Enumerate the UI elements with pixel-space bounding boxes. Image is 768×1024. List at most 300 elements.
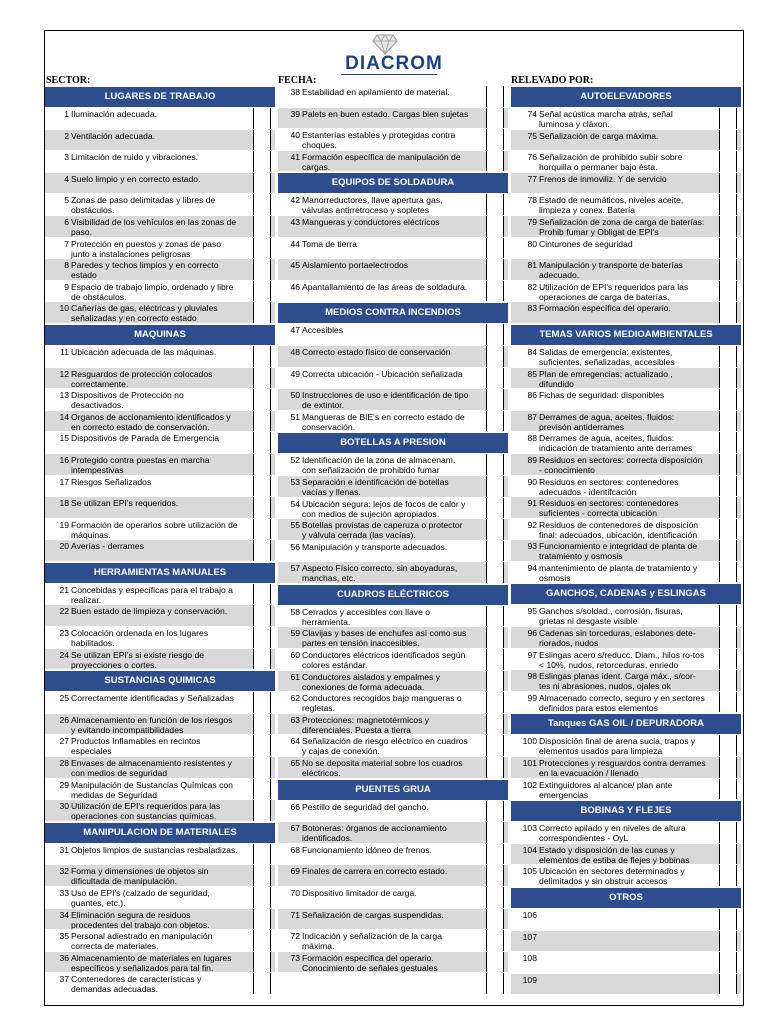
- item-number: 31: [59, 844, 69, 855]
- item-text: Objetos limpios de sustancias resbaladizas.: [71, 844, 238, 855]
- item-text: Paredes y techos limpios y en correcto estado: [71, 260, 219, 281]
- item-text: Manipulación de Sustancias Químicas con medidas de Seguridad: [71, 779, 233, 800]
- item-text: Cadenas sin torceduras, eslabones dete- riorados, nudos: [539, 628, 696, 649]
- check-box[interactable]: [719, 540, 737, 561]
- check-box[interactable]: [719, 346, 737, 367]
- section-header: CUADROS ELÉCTRICOS: [278, 585, 508, 605]
- checklist-item: [45, 714, 275, 736]
- item-number: 3: [64, 152, 69, 163]
- checklist-item: [45, 930, 275, 952]
- item-number: 70: [290, 888, 300, 898]
- item-number: 80: [527, 238, 537, 249]
- item-text: Manorreductores, llave apertura gas, válvulas antirretroceso y sopletes: [302, 195, 443, 216]
- item-number: 75: [527, 130, 537, 141]
- check-box[interactable]: [253, 909, 271, 930]
- checklist-item: [511, 519, 741, 541]
- check-box[interactable]: [486, 887, 504, 908]
- check-box[interactable]: [486, 714, 504, 735]
- item-number: 87: [527, 411, 537, 422]
- checklist-item: [278, 346, 508, 368]
- check-box[interactable]: [719, 130, 737, 151]
- check-box[interactable]: [253, 281, 271, 302]
- item-number: 35: [59, 931, 69, 942]
- check-box[interactable]: [719, 757, 737, 778]
- item-number: 14: [59, 411, 69, 422]
- checklist-item: [45, 368, 275, 390]
- check-box[interactable]: [253, 584, 271, 605]
- checklist-item: [511, 540, 741, 562]
- check-box[interactable]: [253, 108, 271, 129]
- section-header: TEMAS VARIOS MEDIOAMBIENTALES: [511, 325, 741, 345]
- checklist-item: [511, 627, 741, 649]
- check-box[interactable]: [253, 238, 271, 259]
- checklist-item: [45, 519, 275, 541]
- item-text: Ventilación adecuada.: [71, 130, 156, 141]
- item-number: 18: [59, 498, 69, 509]
- check-box[interactable]: [719, 649, 737, 670]
- check-box[interactable]: [486, 411, 504, 432]
- check-box[interactable]: [253, 194, 271, 215]
- check-box[interactable]: [486, 735, 504, 756]
- item-text: Apantallamiento de las áreas de soldadura.: [302, 281, 468, 292]
- item-number: 12: [59, 368, 69, 379]
- checklist-item: [511, 909, 741, 931]
- item-number: 72: [290, 931, 300, 942]
- item-number: 23: [59, 628, 69, 639]
- item-text: Aspecto Físico correcto, sin aboyaduras, manchas, etc.: [302, 563, 458, 584]
- checklist-item: [278, 649, 508, 671]
- checklist-item: [278, 108, 508, 130]
- check-box[interactable]: [253, 519, 271, 540]
- item-text: Toma de tierra: [302, 238, 357, 249]
- item-number: 82: [527, 281, 537, 292]
- checklist-item: [45, 173, 275, 195]
- check-box[interactable]: [486, 844, 504, 865]
- item-text: Protección en puestos y zonas de paso junto a instalaciones peligrosas: [71, 238, 222, 259]
- checklist-item: [278, 973, 508, 995]
- item-text: No se deposita material sobre los cuadros eléctricos.: [302, 758, 463, 779]
- item-number: 77: [527, 173, 537, 184]
- item-text: Correcto apilado y en niveles de altura correspondientes - OyL: [539, 823, 686, 844]
- item-number: 99: [527, 692, 537, 703]
- check-box[interactable]: [253, 476, 271, 497]
- item-number: 57: [290, 563, 300, 574]
- check-box[interactable]: [253, 497, 271, 518]
- checklist-item: [45, 259, 275, 281]
- fecha-label: FECHA:: [278, 75, 317, 86]
- section-header: GANCHOS, CADENAS y ESLINGAS: [511, 584, 741, 604]
- item-number: 8: [64, 260, 69, 271]
- checklist-item: [278, 324, 508, 346]
- check-box[interactable]: [486, 930, 504, 951]
- check-box[interactable]: [719, 779, 737, 800]
- item-number: 2: [64, 130, 69, 141]
- checklist-item: [278, 865, 508, 887]
- check-box[interactable]: [486, 194, 504, 215]
- item-number: 33: [59, 888, 69, 898]
- check-box[interactable]: [486, 454, 504, 475]
- check-box[interactable]: [719, 909, 737, 930]
- item-text: Se utilizan EPI's si existe riesgo de proyecciones o cortes.: [71, 649, 204, 670]
- check-box[interactable]: [253, 302, 271, 323]
- check-box[interactable]: [486, 627, 504, 648]
- item-text: Manipulación y transporte de baterías adecuado.: [539, 260, 683, 281]
- check-box[interactable]: [486, 973, 504, 994]
- check-box[interactable]: [253, 173, 271, 194]
- checklist-item: [278, 194, 508, 216]
- item-number: 4: [64, 173, 69, 184]
- checklist-item: [45, 584, 275, 606]
- item-number: 104: [522, 844, 537, 855]
- check-box[interactable]: [486, 389, 504, 410]
- checklist-item: [511, 757, 741, 779]
- item-text: Iluminación adecuada.: [71, 109, 157, 119]
- item-text: Correcta ubicación - Ubicación señalizada: [302, 368, 463, 379]
- check-box[interactable]: [253, 779, 271, 800]
- section-header: HERRAMIENTAS MANUALES: [45, 563, 275, 583]
- checklist-item: [278, 735, 508, 757]
- checklist-item: [511, 454, 741, 476]
- checklist-item: [511, 670, 741, 692]
- item-text: Zonas de paso delimitadas y libres de obstáculos.: [71, 195, 216, 216]
- check-box[interactable]: [719, 476, 737, 497]
- check-box[interactable]: [719, 216, 737, 237]
- checklist-item: [278, 671, 508, 693]
- check-box[interactable]: [486, 952, 504, 973]
- check-box[interactable]: [253, 930, 271, 951]
- check-box[interactable]: [486, 541, 504, 562]
- section-header: MEDIOS CONTRA INCENDIOS: [278, 303, 508, 323]
- check-box[interactable]: [719, 974, 737, 995]
- check-box[interactable]: [486, 801, 504, 822]
- check-box[interactable]: [253, 389, 271, 410]
- item-text: Fichas de seguridad: disponibles: [539, 390, 665, 401]
- checklist-item: [511, 368, 741, 390]
- check-box[interactable]: [486, 108, 504, 129]
- check-box[interactable]: [486, 692, 504, 713]
- item-text: Correctamente identificadas y Señalizadas: [71, 693, 234, 704]
- company-logo: [45, 31, 743, 75]
- check-box[interactable]: [486, 757, 504, 778]
- item-text: Resguardos de protección colocados correctamente.: [71, 368, 213, 389]
- checklist-item: [45, 216, 275, 238]
- check-box[interactable]: [719, 368, 737, 389]
- checklist-item: [278, 476, 508, 498]
- item-number: 5: [64, 195, 69, 206]
- checklist-item: [45, 952, 275, 974]
- check-box[interactable]: [253, 130, 271, 151]
- check-box[interactable]: [719, 844, 737, 865]
- check-box[interactable]: [253, 692, 271, 713]
- checklist-item: [45, 454, 275, 476]
- item-number: 49: [290, 368, 300, 379]
- item-number: 21: [59, 584, 69, 595]
- checklist-item: [278, 606, 508, 628]
- check-box[interactable]: [719, 389, 737, 410]
- checklist-item: [511, 432, 741, 454]
- checklist-item: [45, 540, 275, 562]
- check-box[interactable]: [486, 671, 504, 692]
- check-box[interactable]: [253, 865, 271, 886]
- check-box[interactable]: [486, 129, 504, 150]
- item-number: 78: [527, 195, 537, 206]
- check-box[interactable]: [486, 368, 504, 389]
- item-number: 1: [64, 109, 69, 119]
- check-box[interactable]: [253, 346, 271, 367]
- check-box[interactable]: [486, 216, 504, 237]
- item-text: Disposición final de arena sucia, trapos y elementos usados para limpieza: [539, 736, 696, 757]
- item-number: 97: [527, 649, 537, 660]
- item-text: Eliminación segura de residuos procedentes del trabajo con objetos.: [71, 909, 210, 930]
- checklist-item: [45, 108, 275, 130]
- check-box[interactable]: [253, 887, 271, 908]
- checklist-item: [278, 281, 508, 303]
- check-box[interactable]: [253, 454, 271, 475]
- check-box[interactable]: [253, 368, 271, 389]
- logo-underline: [341, 74, 437, 75]
- check-box[interactable]: [486, 865, 504, 886]
- section-header: SUSTANCIAS QUIMICAS: [45, 671, 275, 691]
- item-number: 105: [522, 866, 537, 877]
- item-number: 88: [527, 433, 537, 444]
- item-text: Colocación ordenada en los lugares habilitados.: [71, 628, 209, 649]
- item-number: 9: [64, 281, 69, 292]
- checklist-item: [511, 151, 741, 173]
- check-box[interactable]: [719, 497, 737, 518]
- check-box[interactable]: [719, 454, 737, 475]
- item-text: Almacenamiento de materiales en lugares específicos y señalizados para tal fin.: [71, 952, 232, 973]
- check-box[interactable]: [486, 346, 504, 367]
- item-number: 107: [522, 931, 537, 942]
- check-box[interactable]: [719, 562, 737, 583]
- check-box[interactable]: [719, 519, 737, 540]
- item-number: 48: [290, 346, 300, 357]
- check-box[interactable]: [486, 909, 504, 930]
- item-text: Riesgos Señalizados: [71, 476, 152, 487]
- check-box[interactable]: [719, 411, 737, 432]
- item-number: 24: [59, 649, 69, 660]
- checklist-item: [511, 108, 741, 130]
- item-text: Protegido contra puestas en marcha intempestivas: [71, 454, 210, 475]
- check-box[interactable]: [486, 324, 504, 345]
- item-number: 27: [59, 736, 69, 747]
- check-box[interactable]: [253, 540, 271, 561]
- diamond-icon: [372, 33, 398, 55]
- checklist-item: [278, 541, 508, 563]
- item-number: 65: [290, 758, 300, 769]
- item-number: 15: [59, 433, 69, 444]
- checklist-item: [45, 909, 275, 931]
- section-header: MAQUINAS: [45, 325, 275, 345]
- check-box[interactable]: [253, 411, 271, 432]
- checklist-item: [45, 346, 275, 368]
- check-box[interactable]: [486, 498, 504, 519]
- check-box[interactable]: [486, 649, 504, 670]
- item-text: Frenos de inmoviliz. Y de servicio: [539, 173, 667, 184]
- check-box[interactable]: [719, 238, 737, 259]
- section-header: BOTELLAS A PRESION: [278, 433, 508, 453]
- item-number: 93: [527, 541, 537, 552]
- item-number: 50: [290, 390, 300, 401]
- checklist-item: [511, 974, 741, 996]
- checklist-item: [45, 844, 275, 866]
- check-box[interactable]: [719, 259, 737, 280]
- item-text: Formación de operarios sobre utilización de máquinas.: [71, 519, 238, 540]
- item-number: 73: [290, 952, 300, 963]
- item-number: 89: [527, 454, 537, 465]
- checklist-item: [278, 952, 508, 974]
- check-box[interactable]: [253, 952, 271, 973]
- check-box[interactable]: [719, 735, 737, 756]
- checklist-item: [511, 649, 741, 671]
- checklist-item: [45, 151, 275, 173]
- item-text: Forma y dimensiones de objetos sin dificultada de manipulación.: [71, 866, 209, 887]
- item-number: 100: [522, 736, 537, 747]
- checklist-item: [45, 692, 275, 714]
- check-box[interactable]: [719, 627, 737, 648]
- check-box[interactable]: [486, 822, 504, 843]
- item-number: 10: [59, 303, 69, 314]
- item-text: Finales de carrera en correcto estado.: [302, 866, 448, 877]
- check-box[interactable]: [719, 302, 737, 323]
- item-text: Botellas provistas de caperuza o protector y válvula cerrada (las vacías).: [302, 520, 463, 541]
- item-text: Espacio de trabajo limpio, ordenado y libre de obstáculos.: [71, 281, 234, 302]
- item-text: Estanterías estables y protegidas contra choques.: [302, 130, 456, 151]
- checklist-item: [45, 757, 275, 779]
- item-number: 79: [527, 216, 537, 227]
- check-box[interactable]: [719, 173, 737, 194]
- check-box[interactable]: [253, 649, 271, 670]
- item-number: 109: [522, 974, 537, 985]
- check-box[interactable]: [486, 151, 504, 172]
- check-box[interactable]: [253, 432, 271, 453]
- logo-wordmark: DIACROM: [345, 53, 443, 74]
- check-box[interactable]: [719, 432, 737, 453]
- checklist-item: [511, 562, 741, 584]
- item-text: Funcionamiento idóneo de frenos.: [302, 844, 432, 855]
- check-box[interactable]: [253, 216, 271, 237]
- checklist-item: [45, 130, 275, 152]
- check-box[interactable]: [719, 605, 737, 626]
- check-box[interactable]: [253, 735, 271, 756]
- check-box[interactable]: [253, 259, 271, 280]
- item-text: Cerrados y accesibles con llave o herramienta.: [302, 606, 431, 627]
- check-box[interactable]: [719, 108, 737, 129]
- item-number: 86: [527, 390, 537, 401]
- item-number: 38: [290, 87, 300, 97]
- checklist-item: [511, 173, 741, 195]
- item-text: Pestillo de seguridad del gancho.: [302, 801, 429, 812]
- item-number: 66: [290, 801, 300, 812]
- item-text: Mangueras y conductores eléctricos: [302, 216, 440, 227]
- item-number: 19: [59, 519, 69, 530]
- item-number: 91: [527, 498, 537, 509]
- check-box[interactable]: [253, 757, 271, 778]
- item-text: Identificación de la zona de almacenam. con señalización de prohibido fumar: [302, 455, 456, 476]
- check-box[interactable]: [719, 281, 737, 302]
- check-box[interactable]: [719, 931, 737, 952]
- item-text: Estado de neumáticos, niveles aceite, limpieza y conex. Batería: [539, 195, 684, 216]
- checklist-item: [278, 930, 508, 952]
- item-number: 47: [290, 325, 300, 336]
- check-box[interactable]: [719, 194, 737, 215]
- checklist-item: [278, 411, 508, 433]
- check-box[interactable]: [253, 844, 271, 865]
- check-box[interactable]: [486, 606, 504, 627]
- check-box[interactable]: [253, 714, 271, 735]
- item-text: Eslingas acero s/reducc. Diam., hilos ro-tos < 10%, nudos, retorceduras, enriedo: [539, 649, 705, 670]
- item-number: 67: [290, 823, 300, 834]
- checklist-item: [511, 389, 741, 411]
- check-box[interactable]: [719, 670, 737, 691]
- check-box[interactable]: [719, 822, 737, 843]
- item-number: 45: [290, 260, 300, 271]
- checklist-item: [511, 605, 741, 627]
- item-text: Señalización de carga máxima.: [539, 130, 659, 141]
- item-text: Formación específica del operario.: [539, 303, 671, 314]
- check-box[interactable]: [486, 476, 504, 497]
- item-number: 37: [59, 974, 69, 985]
- checklist-item: [511, 216, 741, 238]
- check-box[interactable]: [719, 692, 737, 713]
- item-number: 6: [64, 216, 69, 227]
- checklist-item: [511, 302, 741, 324]
- check-box[interactable]: [486, 238, 504, 259]
- item-number: 30: [59, 801, 69, 812]
- item-text: Residuos en sectores: contenedores adecuados - identifcación: [539, 476, 679, 497]
- check-box[interactable]: [253, 151, 271, 172]
- item-number: 39: [290, 108, 300, 119]
- check-box[interactable]: [253, 627, 271, 648]
- check-box[interactable]: [253, 605, 271, 626]
- item-text: Conductores recogidos bajo mangueras o regletas.: [302, 693, 462, 714]
- item-text: Eslingas planas ident. Carga máx., s/cor- tes ni abrasiones, nudos, ojales ok: [539, 671, 696, 692]
- sector-label: SECTOR:: [46, 75, 91, 86]
- check-box[interactable]: [486, 86, 504, 107]
- item-text: Averías - derrames: [71, 541, 144, 552]
- item-number: 46: [290, 281, 300, 292]
- check-box[interactable]: [719, 151, 737, 172]
- item-number: 76: [527, 152, 537, 163]
- checklist-item: [278, 368, 508, 390]
- check-box[interactable]: [486, 259, 504, 280]
- item-text: Contenedores de características y demandas adecuadas.: [71, 974, 202, 995]
- item-number: 40: [290, 130, 300, 141]
- check-box[interactable]: [486, 519, 504, 540]
- item-text: Visibilidad de los vehículos en las zonas de paso.: [71, 216, 237, 237]
- check-box[interactable]: [719, 952, 737, 973]
- checklist-item: [278, 844, 508, 866]
- check-box[interactable]: [486, 281, 504, 302]
- checklist-item: [278, 498, 508, 520]
- item-number: 25: [59, 693, 69, 704]
- item-text: Ubicación segura: lejos de focos de calor y con medios de sujeción apropiados.: [302, 498, 466, 519]
- item-number: 54: [290, 498, 300, 509]
- checklist-item: [511, 931, 741, 953]
- check-box[interactable]: [253, 800, 271, 821]
- item-text: mantenimiento de planta de tratamiento y osmosis: [539, 562, 698, 583]
- item-text: Señalización de prohibido subir sobre horquilla o permaner bajo ésta.: [539, 152, 683, 173]
- item-number: 81: [527, 260, 537, 271]
- checklist-item: [511, 346, 741, 368]
- check-box[interactable]: [253, 973, 271, 994]
- item-number: 96: [527, 628, 537, 639]
- item-number: 55: [290, 520, 300, 531]
- check-box[interactable]: [486, 562, 504, 583]
- item-number: 34: [59, 909, 69, 920]
- check-box[interactable]: [719, 865, 737, 886]
- checklist-item: [278, 389, 508, 411]
